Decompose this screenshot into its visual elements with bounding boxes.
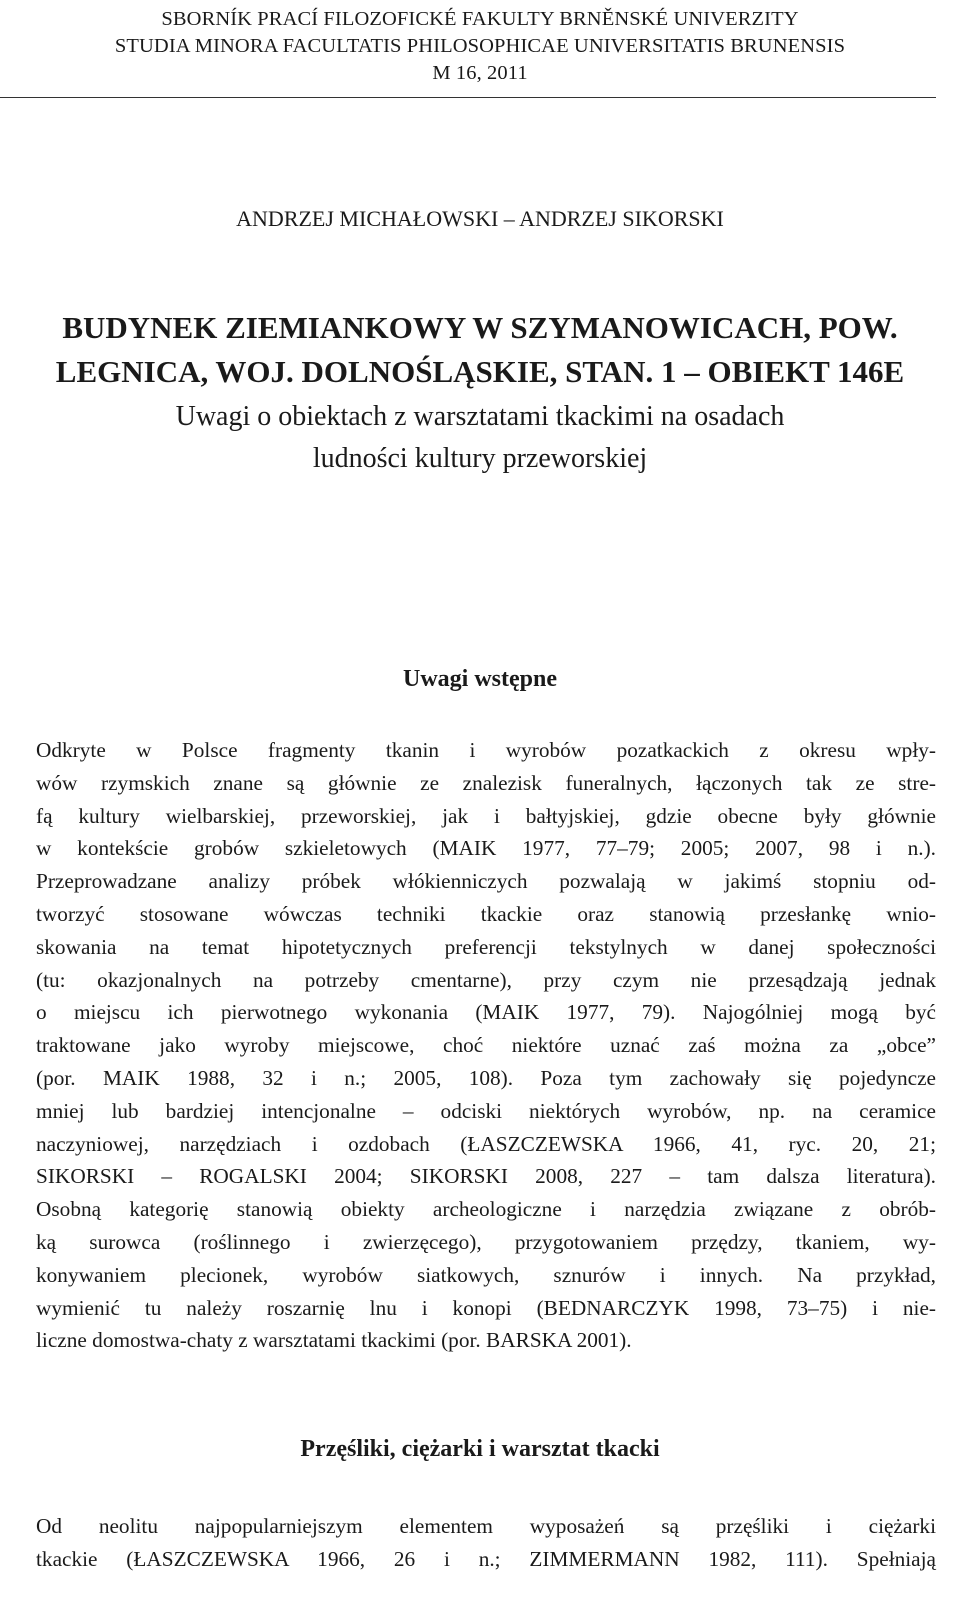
article-title-line-1: BUDYNEK ZIEMIANKOWY W SZYMANOWICACH, POW.	[62, 310, 898, 345]
body-line: ką surowca (roślinnego i zwierzęcego), przygotowaniem przędzy, tkaniem, wy-	[36, 1229, 936, 1254]
section-body-introduction	[36, 734, 936, 1357]
body-line: o miejscu ich pierwotnego wykonania (MAIK 1977, 79). Najogólniej mogą być	[36, 1000, 936, 1025]
series-title-latin: STUDIA MINORA FACULTATIS PHILOSOPHICAE UNIVERSITATIS BRUNENSIS	[114, 35, 846, 57]
body-line: wymienić tu należy roszarnię lnu i konopi (BEDNARCZYK 1998, 73–75) i nie-	[36, 1295, 936, 1320]
body-line: skowania na temat hipotetycznych preferencji tekstylnych w danej społeczności	[36, 934, 936, 959]
body-line: naczyniowej, narzędziach i ozdobach (ŁASZCZEWSKA 1966, 41, ryc. 20, 21;	[36, 1131, 936, 1156]
article-subtitle-line-2: ludności kultury przeworskiej	[312, 443, 648, 474]
header-rule	[0, 97, 936, 98]
article-title	[0, 306, 960, 394]
series-header	[0, 0, 960, 87]
body-line: Osobną kategorię stanowią obiekty archeologiczne i narzędzia związane z obrób-	[36, 1197, 936, 1222]
article-authors: ANDRZEJ MICHAŁOWSKI – ANDRZEJ SIKORSKI	[236, 206, 724, 231]
body-line: SIKORSKI – ROGALSKI 2004; SIKORSKI 2008, 227 – tam dalsza literatura).	[36, 1164, 936, 1189]
body-line: mniej lub bardziej intencjonalne – odciski niektórych wyrobów, np. na ceramice	[36, 1098, 936, 1123]
body-line: Odkryte w Polsce fragmenty tkanin i wyrobów pozatkackich z okresu wpły-	[36, 738, 936, 762]
body-line: (tu: okazjonalnych na potrzeby cmentarne), przy czym nie przesądzają jednak	[36, 967, 936, 992]
body-line: (por. MAIK 1988, 32 i n.; 2005, 108). Poza tym zachowały się pojedyncze	[36, 1065, 936, 1090]
body-line: wów rzymskich znane są głównie ze znalezisk funeralnych, łączonych tak ze stre-	[36, 770, 936, 795]
volume-number: M 16, 2011	[432, 62, 528, 84]
body-line: liczne domostwa-chaty z warsztatami tkackimi (por. BARSKA 2001).	[36, 1328, 632, 1353]
body-line: Przeprowadzane analizy próbek włókienniczych pozwalają w jakimś stopniu od-	[36, 869, 936, 894]
body-line: w kontekście grobów szkieletowych (MAIK 1977, 77–79; 2005; 2007, 98 i n.).	[36, 836, 936, 861]
article-title-line-2: LEGNICA, WOJ. DOLNOŚLĄSKIE, STAN. 1 – OBIEKT 146E	[55, 354, 905, 389]
section-heading-introduction: Uwagi wstępne	[403, 666, 557, 692]
article-subtitle	[0, 396, 960, 480]
series-title-czech: SBORNÍK PRACÍ FILOZOFICKÉ FAKULTY BRNĚNSKÉ UNIVERZITY	[161, 8, 799, 30]
body-line: traktowane jako wyroby miejscowe, choć niektóre uznać zaś można za „obce”	[36, 1033, 936, 1058]
body-line: konywaniem plecionek, wyrobów siatkowych, sznurów i innych. Na przykład,	[36, 1262, 936, 1287]
section-heading-spindle-whorls: Przęśliki, ciężarki i warsztat tkacki	[300, 1436, 660, 1462]
body-line: Od neolitu najpopularniejszym elementem wyposażeń są przęśliki i ciężarki	[36, 1514, 936, 1538]
body-line: tkackie (ŁASZCZEWSKA 1966, 26 i n.; ZIMMERMANN 1982, 111). Spełniają	[36, 1546, 936, 1571]
body-line: tworzyć stosowane wówczas techniki tkackie oraz stanowią przesłankę wnio-	[36, 901, 936, 926]
article-subtitle-line-1: Uwagi o obiektach z warsztatami tkackimi na osadach	[175, 401, 785, 432]
section-body-spindle-whorls	[36, 1510, 936, 1576]
body-line: fą kultury wielbarskiej, przeworskiej, jak i bałtyjskiej, gdzie obecne były głównie	[36, 803, 936, 828]
